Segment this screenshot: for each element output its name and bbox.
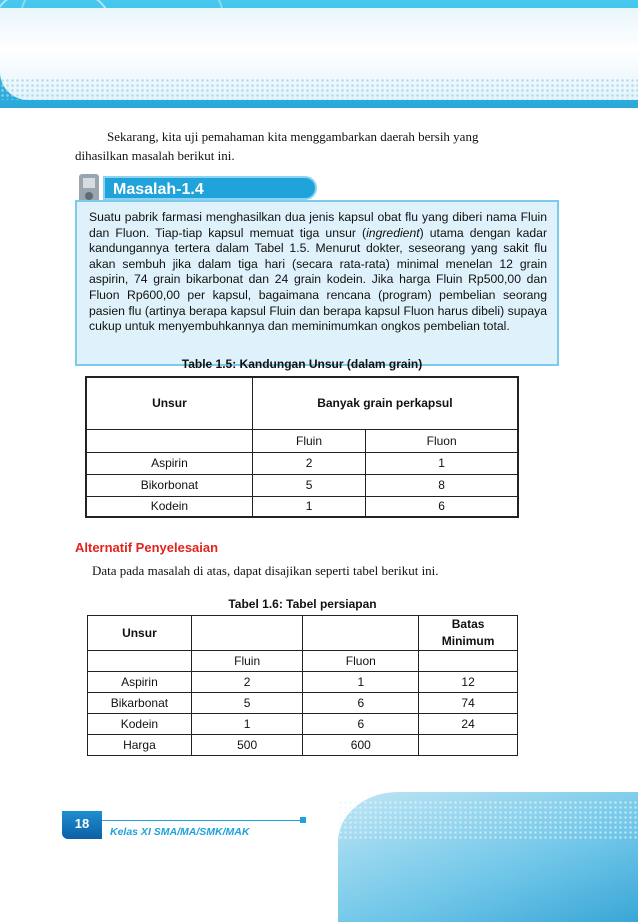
- table16-cell-batas: 74: [419, 693, 518, 714]
- intro-line-2: dihasilkan masalah berikut ini.: [75, 148, 235, 163]
- header-dot-pattern: [0, 78, 638, 100]
- table-row: [88, 714, 518, 735]
- table16-header-empty: [191, 616, 303, 651]
- table15-cell-unsur: Kodein: [86, 496, 252, 517]
- table16-cell-batas: 12: [419, 672, 518, 693]
- table15-cell-fluon: 8: [366, 474, 518, 496]
- table15-cell-unsur: Aspirin: [86, 452, 252, 474]
- table16-header-empty: [303, 616, 419, 651]
- table16-cell-unsur: Bikarbonat: [88, 693, 192, 714]
- table16-header-batas-line1: Batas: [451, 617, 485, 631]
- table15-cell-fluon: 6: [366, 496, 518, 517]
- masalah-text-part-2: ) utama dengan kadar kandungannya tertera dalam Tabel 1.5. Menurut dokter, seseorang yang sakit flu akan sembuh jika dalam tiga hari (secara rata-rata) minimal menelan 12 grain aspirin, 74 grain bikarbonat dan 24 grain kodein. Jika harga Fluin Rp500,00 dan Fluon Rp600,00 per kapsul, bagaimana rencana (program) pembelian seorang pasien flu (artinya berapa kapsul Fluin dan berapa kapsul Fluon harus dibeli) supaya cukup untuk menyembuhkannya dan meminimumkan ongkos pembelian total.: [89, 225, 548, 334]
- masalah-text-italic: ingredient: [366, 225, 420, 240]
- table16-subheader-empty: [419, 651, 518, 672]
- table16-cell-fluon: 1: [303, 672, 419, 693]
- table15-cell-fluon: 1: [366, 452, 518, 474]
- table16-subheader-fluin: Fluin: [191, 651, 303, 672]
- table16-cell-fluin: 5: [191, 693, 303, 714]
- table15-cell-unsur: Bikorbonat: [86, 474, 252, 496]
- table-row: [86, 452, 518, 474]
- masalah-title: Masalah-1.4: [103, 176, 317, 200]
- table15-subheader-fluon: Fluon: [366, 429, 518, 452]
- table-1-5: [85, 376, 519, 518]
- table15-subheader-fluin: Fluin: [252, 429, 365, 452]
- footer-rule: [102, 820, 302, 821]
- book-title: Kelas XI SMA/MA/SMK/MAK: [110, 826, 250, 838]
- table16-cell-batas: [419, 735, 518, 756]
- page-number: 18: [62, 811, 102, 839]
- table16-header-unsur: Unsur: [88, 616, 192, 651]
- table16-cell-unsur: Harga: [88, 735, 192, 756]
- table15-cell-fluin: 5: [252, 474, 365, 496]
- table-row: [88, 672, 518, 693]
- masalah-text: [75, 200, 559, 366]
- table15-cell-fluin: 1: [252, 496, 365, 517]
- footer-rule-end: [300, 817, 306, 823]
- table16-header-batas: [419, 616, 518, 651]
- table-row: [88, 735, 518, 756]
- table-row: [86, 496, 518, 517]
- footer-dot-pattern: [338, 800, 638, 840]
- alternatif-title: Alternatif Penyelesaian: [75, 540, 219, 555]
- footer-decoration: [338, 792, 638, 922]
- table16-cell-fluin: 1: [191, 714, 303, 735]
- masalah-text-part-1: Suatu pabrik farmasi menghasilkan dua jenis kapsul obat flu yang diberi nama Fluin dan Fluon. Tiap-tiap kapsul memuat tiga unsur (: [89, 210, 547, 240]
- table16-cell-fluon: 600: [303, 735, 419, 756]
- alternatif-text: Data pada masalah di atas, dapat disajikan seperti tabel berikut ini.: [92, 563, 439, 578]
- table16-cell-fluon: 6: [303, 714, 419, 735]
- table16-cell-fluin: 500: [191, 735, 303, 756]
- table16-caption: Tabel 1.6: Tabel persiapan: [228, 597, 377, 611]
- table-row: [88, 693, 518, 714]
- table16-header-batas-line2: Minimum: [441, 634, 495, 648]
- table16-cell-unsur: Kodein: [88, 714, 192, 735]
- table-1-6: [87, 615, 518, 756]
- header-decoration: [0, 0, 638, 108]
- table15-caption: Table 1.5: Kandungan Unsur (dalam grain): [181, 357, 423, 371]
- table16-cell-batas: 24: [419, 714, 518, 735]
- table15-subheader-empty: [86, 429, 252, 452]
- table-row: [86, 474, 518, 496]
- table16-cell-fluin: 2: [191, 672, 303, 693]
- table15-cell-fluin: 2: [252, 452, 365, 474]
- table16-subheader-fluon: Fluon: [303, 651, 419, 672]
- table16-cell-fluon: 6: [303, 693, 419, 714]
- intro-line-1: Sekarang, kita uji pemahaman kita menggambarkan daerah bersih yang: [107, 129, 479, 144]
- intro-paragraph: [75, 127, 560, 165]
- table15-header-unsur: Unsur: [86, 377, 252, 429]
- table16-subheader-empty: [88, 651, 192, 672]
- table15-header-banyak: Banyak grain perkapsul: [252, 377, 518, 429]
- table16-cell-unsur: Aspirin: [88, 672, 192, 693]
